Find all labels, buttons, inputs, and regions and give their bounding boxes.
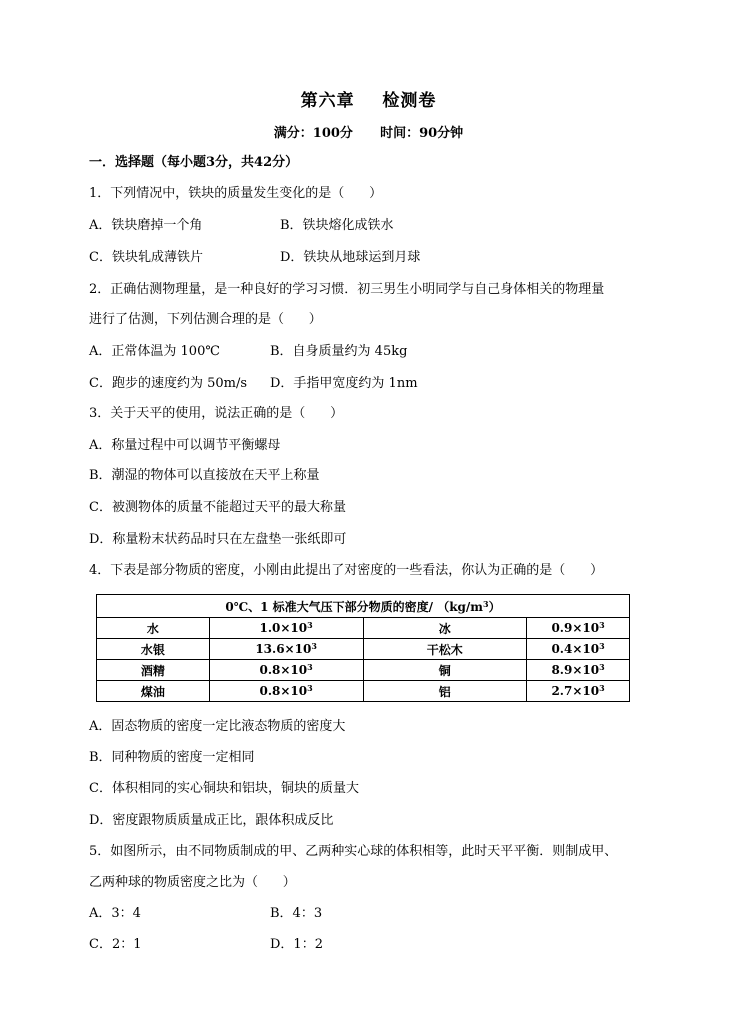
substance-name: 水银	[97, 639, 210, 660]
question-2-text-line1: 2．正确估测物理量，是一种良好的学习习惯．初三男生小明同学与自己身体相关的物理量	[89, 282, 605, 297]
q1-option-c: C．铁块轧成薄铁片	[89, 250, 203, 265]
density-value: $0.8\times 10^3$	[209, 681, 363, 702]
table-row	[97, 660, 630, 681]
q4-option-a: A．固态物质的密度一定比液态物质的密度大	[89, 719, 346, 734]
substance-name: 干松木	[363, 639, 527, 660]
substance-name: 煤油	[97, 681, 210, 702]
substance-name: 冰	[363, 618, 527, 639]
question-3-text: 3．关于天平的使用，说法正确的是（ ）	[89, 406, 344, 421]
table-row	[97, 639, 630, 660]
table-row	[97, 618, 630, 639]
q4-option-b: B．同种物质的密度一定相同	[89, 750, 255, 765]
q3-option-c: C．被测物体的质量不能超过天平的最大称量	[89, 500, 346, 515]
substance-name: 水	[97, 618, 210, 639]
time-info: 时间：90分钟	[380, 126, 464, 141]
density-value: $1.0\times 10^3$	[209, 618, 363, 639]
substance-name: 酒精	[97, 660, 210, 681]
exam-info	[0, 122, 737, 141]
q1-option-d: D．铁块从地球运到月球	[280, 250, 421, 265]
q5-option-a: A．3：4	[89, 906, 141, 921]
score-info: 满分：100分	[273, 126, 353, 141]
q1-option-a: A．铁块磨掉一个角	[89, 218, 203, 233]
density-value: $0.9\times 10^3$	[527, 618, 630, 639]
density-value: $13.6\times 10^3$	[209, 639, 363, 660]
q5-option-d: D．1：2	[270, 937, 323, 952]
density-value: $8.9\times 10^3$	[527, 660, 630, 681]
q2-option-c: C．跑步的速度约为 50m/s	[89, 376, 247, 391]
density-value: $0.8\times 10^3$	[209, 660, 363, 681]
question-1-text: 1．下列情况中，铁块的质量发生变化的是（ ）	[89, 186, 383, 201]
density-table	[96, 594, 630, 702]
density-value: $0.4\times 10^3$	[527, 639, 630, 660]
q3-option-a: A．称量过程中可以调节平衡螺母	[89, 438, 281, 453]
substance-name: 铜	[363, 660, 527, 681]
question-4-text: 4．下表是部分物质的密度，小刚由此提出了对密度的一些看法，你认为正确的是（ ）	[89, 563, 604, 578]
q3-option-b: B．潮湿的物体可以直接放在天平上称量	[89, 468, 320, 483]
q5-option-c: C．2：1	[89, 937, 142, 952]
density-value: $2.7\times 10^3$	[527, 681, 630, 702]
table-caption: 0℃、1 标准大气压下部分物质的密度/ $(kg/m^3)$	[97, 595, 630, 618]
section-heading: 一．选择题（每小题3分，共42分）	[89, 155, 299, 170]
question-2-text-line2: 进行了估测，下列估测合理的是（ ）	[89, 312, 322, 327]
question-5-text-line1: 5．如图所示，由不同物质制成的甲、乙两种实心球的体积相等，此时天平平衡．则制成甲、	[89, 844, 618, 859]
table-row	[97, 681, 630, 702]
q4-option-c: C．体积相同的实心铜块和铝块，铜块的质量大	[89, 781, 359, 796]
q3-option-d: D．称量粉末状药品时只在左盘垫一张纸即可	[89, 532, 347, 547]
q2-option-d: D．手指甲宽度约为 1nm	[270, 376, 418, 391]
q2-option-a: A．正常体温为 100℃	[89, 344, 220, 359]
substance-name: 铝	[363, 681, 527, 702]
q1-option-b: B．铁块熔化成铁水	[280, 218, 394, 233]
question-5-text-line2: 乙两种球的物质密度之比为（ ）	[89, 875, 296, 890]
q5-option-b: B．4：3	[270, 906, 323, 921]
q4-option-d: D．密度跟物质质量成正比，跟体积成反比	[89, 813, 334, 828]
page-title: 第六章 检测卷	[300, 91, 437, 111]
q2-option-b: B．自身质量约为 45kg	[270, 344, 408, 359]
